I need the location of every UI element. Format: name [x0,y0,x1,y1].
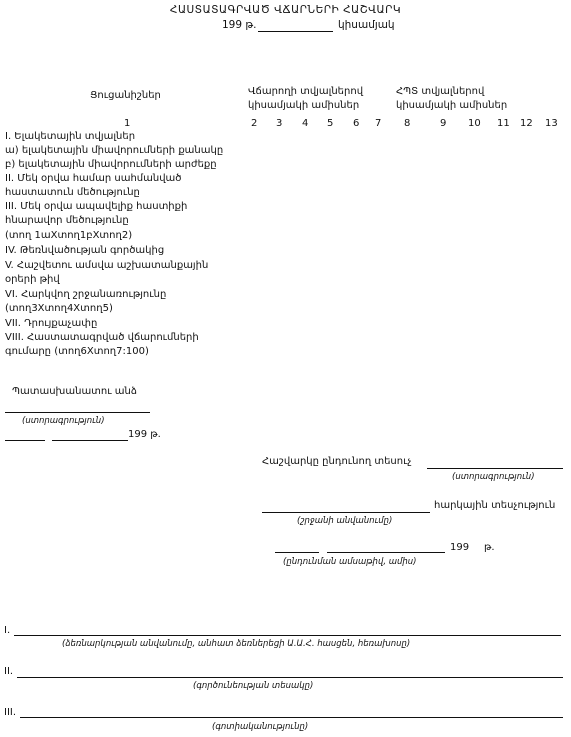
half-year-blank[interactable] [258,31,333,32]
district-caption: (շրջանի անվանումը) [297,516,393,526]
indicator-row: հնարավոր մեծությունը [5,215,129,226]
enterprise-name-caption: (ձեռնարկության անվանումը, անհատ ձեռներեցի Ա.Ա.Հ. հասցեն, հեռախոսը) [62,639,411,649]
column-tax-data-line1: ՀՊՏ տվյալներով [396,86,485,97]
indicator-row: (տող3Xտող4Xտող5) [5,303,113,314]
column-number: 11 [497,118,510,129]
indicator-row: VI. Հարկվող շրջանառությունը [5,289,167,300]
signature-caption: (ստորագրություն) [22,416,105,426]
indicator-row: IV. Թեռնվածության գործակից [5,245,165,256]
received-by-label: Հաշվարկը ընդունող տեսուչ [262,456,412,467]
date-prefix: 199 թ. [222,19,257,31]
inspector-signature-caption: (ստորագրություն) [452,472,535,482]
column-number: 1 [124,118,131,129]
column-number: 7 [375,118,382,129]
indicator-row: գումարը (տող6Xտող7:100) [5,346,149,357]
received-month-line[interactable] [327,552,445,553]
footer-line1-prefix: I. [4,625,11,636]
column-payer-data-line2: կիսամյակի ամիսներ [248,100,360,111]
zoning-caption: (գոտիականությունը) [212,722,309,732]
document-title: ՀԱՍՏԱՏԱԳՐՎԱԾ ՎՃԱՐՆԵՐԻ ՀԱՇՎԱՐԿ [169,4,402,16]
indicator-row: հաստատուն մեծությունը [5,187,140,198]
indicator-row: ա) ելակետային միավորումների քանակը [5,145,224,156]
footer-line3-prefix: III. [4,707,17,718]
column-tax-data-line2: կիսամյակի ամիսներ [396,100,508,111]
signature-day-line[interactable] [5,440,45,441]
column-number: 10 [468,118,481,129]
district-line[interactable] [262,512,430,513]
column-number: 5 [327,118,334,129]
column-payer-data-line1: Վճարողի տվյալներով [248,86,364,97]
indicator-row: V. Հաշվետու ամսվա աշխատանքային [5,260,209,271]
inspector-signature-line[interactable] [427,468,563,469]
column-number: 2 [251,118,258,129]
received-year: 199 [450,542,470,553]
indicator-row: I. Ելակետային տվյալներ [5,131,136,142]
enterprise-name-line[interactable] [14,635,561,636]
tax-inspection-label: հարկային տեսչություն [434,500,556,511]
received-date-caption: (ընդունման ամսաթիվ, ամիս) [283,557,417,567]
indicator-row: III. Մեկ օրվա ապավելիք հաստիքի [5,201,188,212]
received-year-suffix: թ. [484,542,495,553]
column-number: 9 [440,118,447,129]
date-suffix: կիսամյակ [338,19,395,31]
column-number: 8 [404,118,411,129]
responsible-person-label: Պատասխանատու անձ [12,386,137,397]
indicator-row: VII. Դրույքաչափը [5,318,98,329]
footer-line2-prefix: II. [4,666,14,677]
indicator-row: VIII. Հաստատագրված վճարումների [5,332,199,343]
zoning-line[interactable] [20,717,563,718]
column-number: 13 [545,118,558,129]
indicator-row: բ) ելակետային միավորումների արժեքը [5,159,217,170]
column-number: 4 [302,118,309,129]
responsible-signature-line[interactable] [5,412,150,413]
column-number: 3 [276,118,283,129]
column-number: 12 [520,118,533,129]
received-day-line[interactable] [275,552,319,553]
indicator-row: օրերի թիվ [5,274,60,285]
signature-year: 199 թ. [128,429,161,440]
signature-month-line[interactable] [52,440,128,441]
activity-type-caption: (գործունեության տեսակը) [193,681,314,691]
indicator-row: (տող 1աXտող1բXտող2) [5,230,133,241]
indicator-row: II. Մեկ օրվա համար սահմանված [5,173,182,184]
activity-type-line[interactable] [17,677,563,678]
column-number: 6 [353,118,360,129]
column-indicators: Ցուցանիշներ [90,90,161,101]
